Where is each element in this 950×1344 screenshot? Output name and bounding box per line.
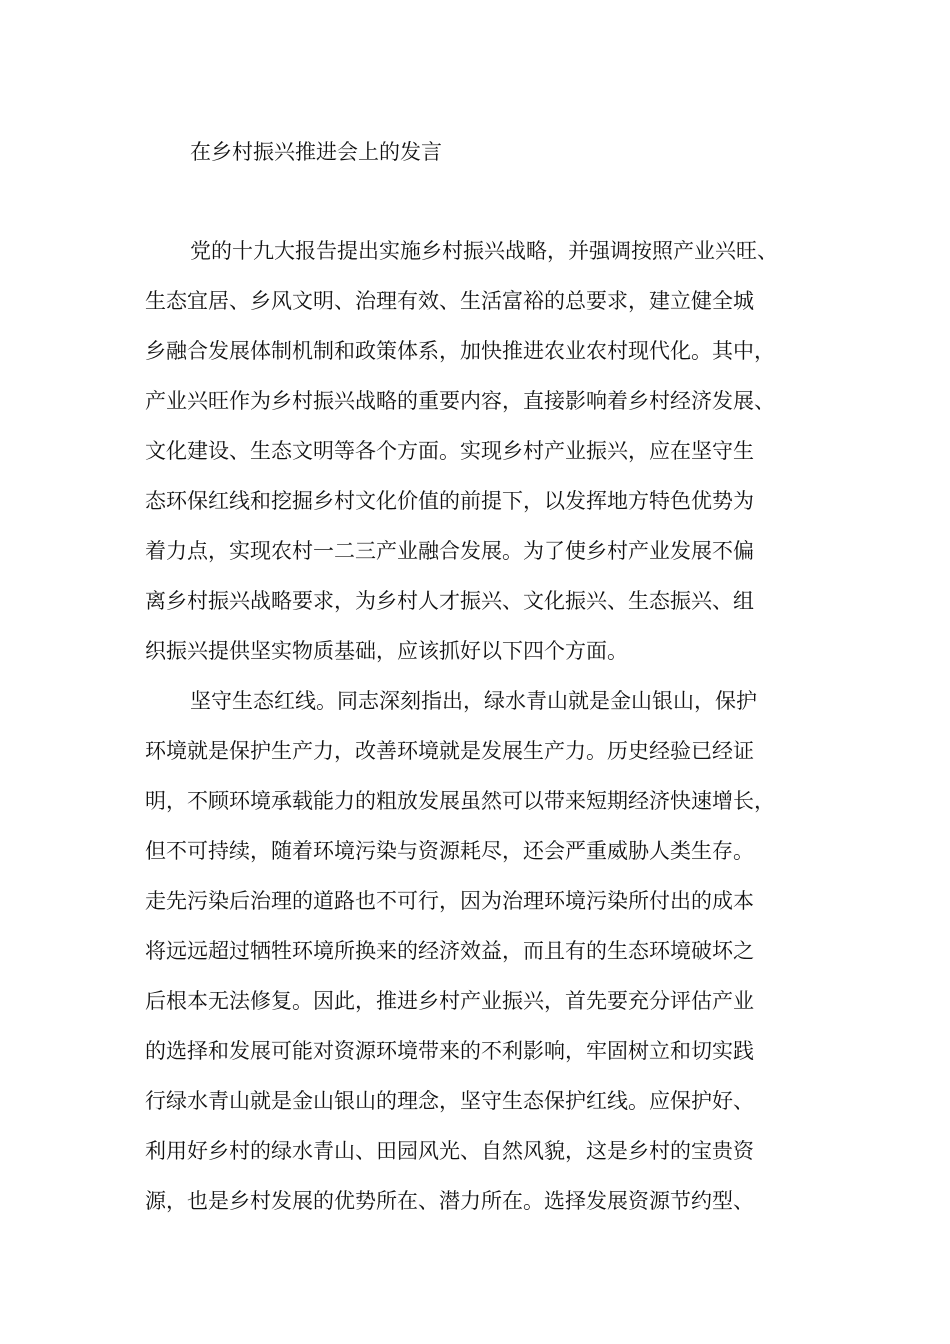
paragraph-line: 环境就是保护生产力，改善环境就是发展生产力。历史经验已经证 [145,739,754,763]
paragraph-line: 党的十九大报告提出实施乡村振兴战略，并强调按照产业兴旺、 [190,239,778,263]
paragraph-line: 态环保红线和挖掘乡村文化价值的前提下，以发挥地方特色优势为 [145,489,754,513]
paragraph-line: 产业兴旺作为乡村振兴战略的重要内容，直接影响着乡村经济发展、 [145,389,775,413]
paragraph-line: 文化建设、生态文明等各个方面。实现乡村产业振兴，应在坚守生 [145,439,754,463]
paragraph-line: 利用好乡村的绿水青山、田园风光、自然风貌，这是乡村的宝贵资 [145,1139,754,1163]
paragraph-line: 生态宜居、乡风文明、治理有效、生活富裕的总要求，建立健全城 [145,289,754,313]
paragraph-line: 明，不顾环境承载能力的粗放发展虽然可以带来短期经济快速增长， [145,789,775,813]
paragraph-line: 乡融合发展体制机制和政策体系，加快推进农业农村现代化。其中， [145,339,775,363]
page-title: 在乡村振兴推进会上的发言 [190,140,442,164]
paragraph-line: 的选择和发展可能对资源环境带来的不利影响，牢固树立和切实践 [145,1039,754,1063]
paragraph-line: 但不可持续，随着环境污染与资源耗尽，还会严重威胁人类生存。 [145,839,754,863]
paragraph-line: 行绿水青山就是金山银山的理念，坚守生态保护红线。应保护好、 [145,1089,754,1113]
paragraph-line: 着力点，实现农村一二三产业融合发展。为了使乡村产业发展不偏 [145,539,754,563]
paragraph-line: 离乡村振兴战略要求，为乡村人才振兴、文化振兴、生态振兴、组 [145,589,754,613]
paragraph-line: 走先污染后治理的道路也不可行，因为治理环境污染所付出的成本 [145,889,754,913]
paragraph-line: 织振兴提供坚实物质基础，应该抓好以下四个方面。 [145,639,628,663]
paragraph-line: 坚守生态红线。同志深刻指出，绿水青山就是金山银山，保护 [190,689,757,713]
paragraph-line: 后根本无法修复。因此，推进乡村产业振兴，首先要充分评估产业 [145,989,754,1013]
paragraph-line: 源，也是乡村发展的优势所在、潜力所在。选择发展资源节约型、 [145,1189,754,1213]
paragraph-line: 将远远超过牺牲环境所换来的经济效益，而且有的生态环境破坏之 [145,939,754,963]
